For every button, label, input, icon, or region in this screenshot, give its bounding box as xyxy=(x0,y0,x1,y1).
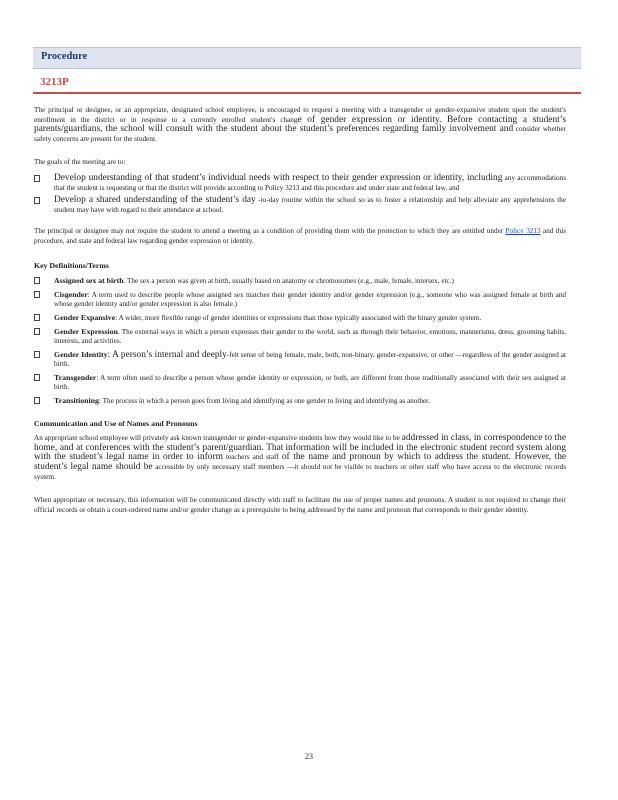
document-body xyxy=(34,106,566,529)
definition-item: Gender Expression. The external ways in which a person expresses their gender to the world, such as through their behavior, emotions, mannerisms, dress, grooming habits, interests, and activities. xyxy=(34,327,566,347)
definitions-list xyxy=(34,276,566,407)
bullet-box-icon xyxy=(34,277,40,284)
bullet-box-icon xyxy=(34,374,40,381)
definition-item: Transitioning: The process in which a person goes from living and identifying as one gender to living and identifying as another. xyxy=(34,396,566,407)
policy-3213-link[interactable]: Policy 3213 xyxy=(505,227,541,236)
bullet-box-icon xyxy=(34,314,40,321)
definition-item: Cisgender: A term used to describe people whose assigned sex matches their gender identity and/or gender expression (e.g., someone who was assigned female at birth and whose gender identity and/or gender expression is also female.) xyxy=(34,290,566,310)
definition-item: Gender Expansive: A wider, more flexible range of gender identities or expressions than those typically associated with the binary gender system. xyxy=(34,313,566,324)
definition-item: Gender Identity: A person’s internal and deeply-felt sense of being female, male, both, non-binary, gender-expansive, or other —regardless of the gender assigned at birth. xyxy=(34,350,566,370)
goals-intro: The goals of the meeting are to: xyxy=(34,158,126,167)
policy-code: 3213P xyxy=(40,76,69,88)
bullet-box-icon xyxy=(34,197,40,204)
bullet-box-icon xyxy=(34,328,40,335)
bullet-box-icon xyxy=(34,397,40,404)
page-number: 23 xyxy=(305,752,313,761)
goal-item: Develop understanding of that student’s individual needs with respect to their gender expression or identity, including any accommodations that the student is requesting or that the district will provide according to Policy 3213 and this procedure and under state and federal law, and xyxy=(34,174,566,193)
definition-item: Transgender: A term often used to describe a person whose gender identity or expression, or both, are different from those traditionally associated with their sex assigned at birth. xyxy=(34,373,566,393)
procedure-heading: Procedure xyxy=(41,51,88,62)
bullet-box-icon xyxy=(34,291,40,298)
bullet-box-icon xyxy=(34,351,40,358)
goal-item: Develop a shared understanding of the student’s day -to-day routine within the school so as to foster a relationship and help alleviate any apprehensions the student may have with regard to their attendance at school. xyxy=(34,196,566,215)
definitions-heading: Key Definitions/Terms xyxy=(34,260,109,270)
procedure-header-bar xyxy=(33,47,581,69)
policy-divider xyxy=(33,92,581,94)
communication-paragraph: When appropriate or necessary, this information will be communicated directly with staff to facilitate the use of proper names and pronouns. A student is not required to change their official records or obtain a court-ordered name and/or gender change as a prerequisite to being addressed by the name and pronoun that corresponds to their gender identity. xyxy=(34,496,566,514)
names-pronouns-heading: Communication and Use of Names and Pronouns xyxy=(34,418,198,428)
meeting-not-required-paragraph: The principal or designee may not require the student to attend a meeting as a condition of providing them with the protection to which they are entitled under Policy 3213 and this procedure, and state and federal law regarding gender expression or identity. xyxy=(34,227,566,245)
bullet-box-icon xyxy=(34,175,40,182)
names-paragraph: An appropriate school employee will privately ask known transgender or gender-expansive students how they would like to be addressed in class, in correspondence to the home, and at conferences with the student’s parent/guardian. That information will be included in the electronic student record system along with the student’s legal name in order to inform teachers and staff of the name and pronoun by which to address the student. However, the student’s legal name should be accessible by only necessary staff members —it should not be visible to teachers or other staff who have access to the electronic records system. xyxy=(34,433,567,481)
goals-list xyxy=(34,174,566,215)
intro-paragraph: The principal or designee, or an appropriate, designated school employee, is encouraged to request a meeting with a transgender or gender-expansive student upon the student's enrollment in the district or in response to a currently enrolled student's change of gender expression or identity. Before contacting a student’s parents/guardians, the school will consult with the student about the student’s preferences regarding family involvement and consider whether safety concerns are present for the student. xyxy=(34,106,566,143)
definition-item: Assigned sex at birth. The sex a person was given at birth, usually based on anatomy or chromosomes (e.g., male, female, intersex, etc.) xyxy=(34,276,566,287)
